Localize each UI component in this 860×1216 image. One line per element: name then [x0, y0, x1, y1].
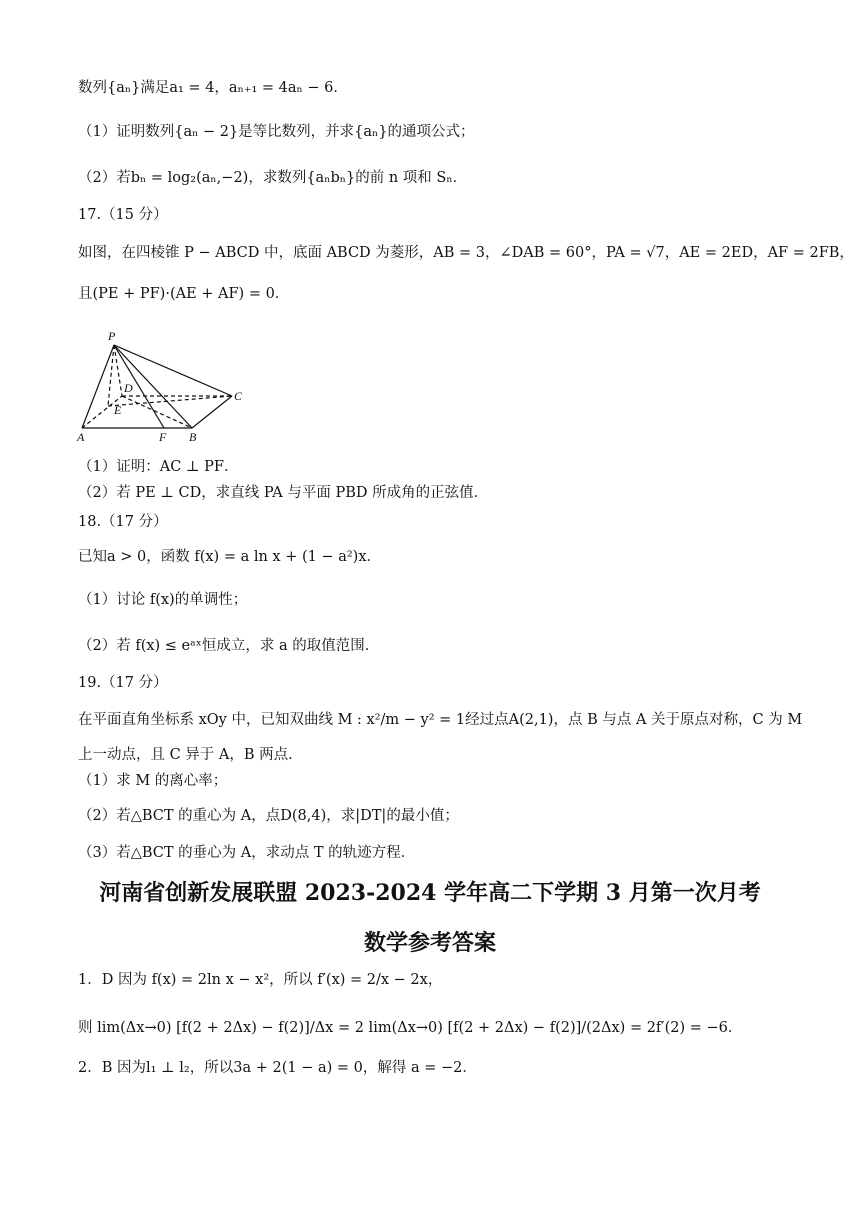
- q19-header: 19.（17 分）: [78, 675, 168, 691]
- q19-stem: 在平面直角坐标系 xOy 中，已知双曲线 M : x²/m − y² = 1经过点A(2,1)，点 B 与点 A 关于原点对称，C 为 M: [78, 712, 803, 728]
- q17-stem: 如图，在四棱锥 P − ABCD 中，底面 ABCD 为菱形，AB = 3，∠DAB = 60°，PA = √7，AE = 2ED，AF = 2FB，: [78, 245, 854, 261]
- label-F: F: [159, 430, 167, 444]
- label-E: E: [114, 403, 122, 417]
- q18-header: 18.（17 分）: [78, 514, 168, 530]
- q19-stem-cont: 上一动点，且 C 异于 A，B 两点．: [78, 747, 303, 763]
- q19-part3: （3）若△BCT 的垂心为 A，求动点 T 的轨迹方程．: [78, 845, 416, 861]
- q18-stem: 已知a > 0，函数 f(x) = a ln x + (1 − a²)x．: [78, 549, 381, 565]
- pyramid-diagram: [74, 328, 254, 446]
- label-B: B: [189, 430, 197, 444]
- label-D: D: [124, 381, 133, 395]
- q17-part1: （1）证明：AC ⊥ PF．: [78, 459, 239, 475]
- answer-subtitle: 数学参考答案: [363, 930, 496, 956]
- answer-1-line2: 则 lim(Δx→0) [f(2 + 2Δx) − f(2)]/Δx = 2 lim(Δx→0) [f(2 + 2Δx) − f(2)]/(2Δx) = 2f′(2) = −6．: [78, 1020, 743, 1036]
- label-P: P: [108, 329, 116, 343]
- q17-header: 17.（15 分）: [78, 207, 168, 223]
- q16-stem: 数列{aₙ}满足a₁ = 4，aₙ₊₁ = 4aₙ − 6．: [78, 80, 348, 96]
- answer-2: 2．B 因为l₁ ⊥ l₂，所以3a + 2(1 − a) = 0，解得 a = −2．: [78, 1060, 477, 1076]
- pyramid-figure: [74, 328, 254, 446]
- q18-part1: （1）讨论 f(x)的单调性；: [78, 592, 248, 608]
- label-A: A: [77, 430, 85, 444]
- q19-part1: （1）求 M 的离心率；: [78, 773, 228, 789]
- answer-title: 河南省创新发展联盟 2023-2024 学年高二下学期 3 月第一次月考: [99, 880, 761, 906]
- q16-part1: （1）证明数列{aₙ − 2}是等比数列，并求{aₙ}的通项公式；: [78, 124, 475, 140]
- q17-part2: （2）若 PE ⊥ CD，求直线 PA 与平面 PBD 所成角的正弦值．: [78, 485, 489, 501]
- q17-condition: 且(PE + PF)·(AE + AF) = 0．: [78, 286, 290, 302]
- q16-part2: （2）若bₙ = log₂(aₙ,−2)，求数列{aₙbₙ}的前 n 项和 Sₙ．: [78, 170, 468, 186]
- q18-part2: （2）若 f(x) ≤ eᵃˣ恒成立，求 a 的取值范围．: [78, 638, 380, 654]
- q19-part2: （2）若△BCT 的重心为 A，点D(8,4)，求|DT|的最小值；: [78, 808, 459, 824]
- answer-1-line1: 1．D 因为 f(x) = 2ln x − x²，所以 f′(x) = 2/x − 2x，: [78, 972, 443, 988]
- label-C: C: [234, 389, 243, 403]
